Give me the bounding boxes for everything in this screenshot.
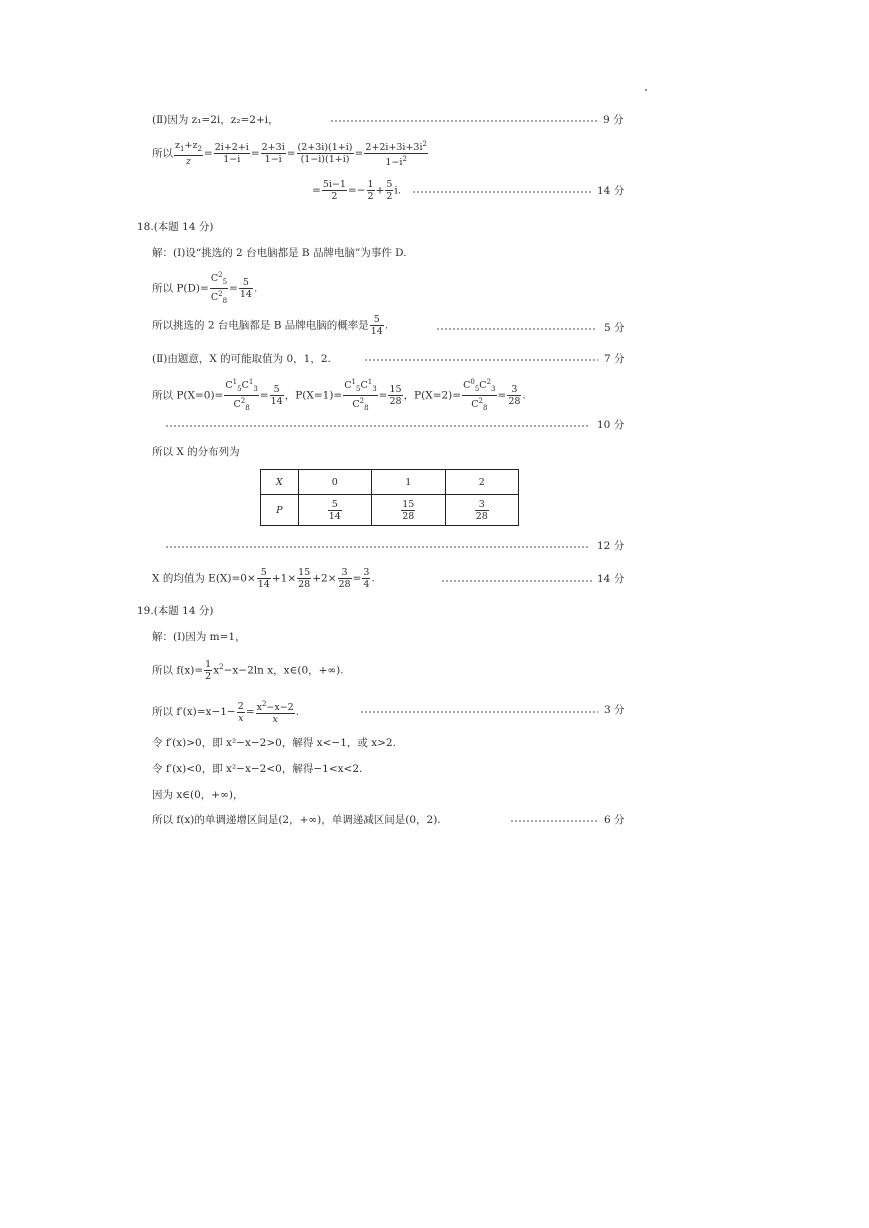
- score: 10 分: [597, 419, 625, 431]
- q18-probability: 所以挑选的 2 台电脑都是 B 品牌电脑的概率是 $\frac{5}{14}$ .: [152, 314, 389, 337]
- score: 5 分: [604, 322, 625, 334]
- score: 3 分: [604, 704, 625, 716]
- q19-line: 解：(Ⅰ)因为 m=1，: [152, 631, 246, 643]
- q19-fx: 所以 f(x)= $\frac{1}{2}$ $x^2-x-2\ln$ x，x∈(0，+∞).: [152, 659, 344, 682]
- fraction: $\frac{z_1+z_2}{z}$: [175, 140, 202, 168]
- fraction: $\frac{(2+3i)(1+i)}{(1-i)(1+i)}$: [297, 142, 353, 166]
- question-18-header: 18.(本题 14 分): [137, 221, 214, 233]
- q18-values: (Ⅱ)由题意，X 的可能取值为 0，1，2.: [152, 353, 331, 365]
- leader-dots: [364, 354, 598, 364]
- line-part2-given: (Ⅱ)因为 z₁=2i，z₂=2+i，: [152, 114, 279, 126]
- q18-px: 所以 P(X=0)= $\frac{C^1_5C^1_3}{C^2_8}$ = $\frac{5}{14}$ ，P(X=1)= $\frac{C^1_5C^1_3}{C^2_8}$ = $\frac{15}{28}$ ，P(X=2)= $\frac{C^0_5C^2_3}{C^2_8}$ = $\frac{3}{28}$ .: [152, 378, 526, 413]
- table-cell: X: [261, 470, 299, 495]
- leader-dots: [441, 575, 592, 585]
- score: 7 分: [604, 353, 625, 365]
- score: 9 分: [603, 114, 624, 126]
- table-cell: $\frac{15}{28}$: [372, 495, 445, 526]
- table-cell: $\frac{3}{28}$: [445, 495, 518, 526]
- distribution-table: [260, 469, 519, 526]
- q18-line: 解：(Ⅰ)设“挑选的 2 台电脑都是 B 品牌电脑”为事件 D.: [152, 247, 407, 259]
- table-cell: 0: [298, 470, 371, 495]
- q19-line: 因为 x∈(0，+∞)，: [152, 789, 244, 801]
- fraction: $\frac{2+3i}{1-i}$: [261, 142, 285, 166]
- score: 14 分: [597, 573, 625, 585]
- leader-dots: [412, 186, 592, 196]
- leader-dots: [360, 706, 598, 716]
- leader-dots: [510, 815, 598, 825]
- fraction: $\frac{2+2i+3i+3i^2}{1-i^2}$: [365, 140, 427, 169]
- question-19-header: 19.(本题 14 分): [137, 605, 214, 617]
- speck: [645, 89, 647, 91]
- score: 6 分: [604, 814, 625, 826]
- fraction: $\frac{2i+2+i}{1-i}$: [214, 142, 249, 166]
- table-cell: 2: [445, 470, 518, 495]
- q18-dist-title: 所以 X 的分布列为: [152, 446, 240, 458]
- q18-expectation: X 的均值为 E(X)=0× $\frac{5}{14}$ +1× $\frac{15}{28}$ +2× $\frac{3}{28}$ = $\frac{3}{4}$ .: [152, 567, 375, 590]
- q19-derivative: 所以 f′(x)=x−1− $\frac{2}{x}$ = $\frac{x^2-x-2}{x}$ .: [152, 700, 300, 726]
- line-complex-result: = $\frac{5i-1}{2}$ =− $\frac{1}{2}$ + $\frac{5}{2}$ i.: [312, 179, 402, 202]
- q18-pd: 所以 P(D)= $\frac{C^2_5}{C^2_8}$ = $\frac{5}{14}$ .: [152, 271, 258, 306]
- table-cell: 1: [372, 470, 445, 495]
- leader-dots: [436, 323, 596, 333]
- prefix: 所以: [152, 147, 173, 160]
- leader-dots: [165, 541, 590, 551]
- leader-dots: [330, 115, 598, 125]
- q19-line: 所以 f(x)的单调递增区间是(2，+∞)，单调递减区间是(0，2).: [152, 814, 441, 826]
- line-complex-calc: 所以 $\frac{z_1+z_2}{z}$ = $\frac{2i+2+i}{1-i}$ = $\frac{2+3i}{1-i}$ = $\frac{(2+3i)(1+i)}{(1-i)(1+i)}$ = $\frac{2+2i+3i+3i^2}{1-i^2}$: [152, 140, 427, 169]
- q19-line: 令 f′(x)>0，即 x²−x−2>0，解得 x<−1，或 x>2.: [152, 737, 396, 749]
- leader-dots: [165, 420, 590, 430]
- table-cell: P: [261, 495, 299, 526]
- table-cell: $\frac{5}{14}$: [298, 495, 371, 526]
- score: 12 分: [597, 540, 625, 552]
- q19-line: 令 f′(x)<0，即 x²−x−2<0，解得−1<x<2.: [152, 763, 363, 775]
- score: 14 分: [597, 185, 625, 197]
